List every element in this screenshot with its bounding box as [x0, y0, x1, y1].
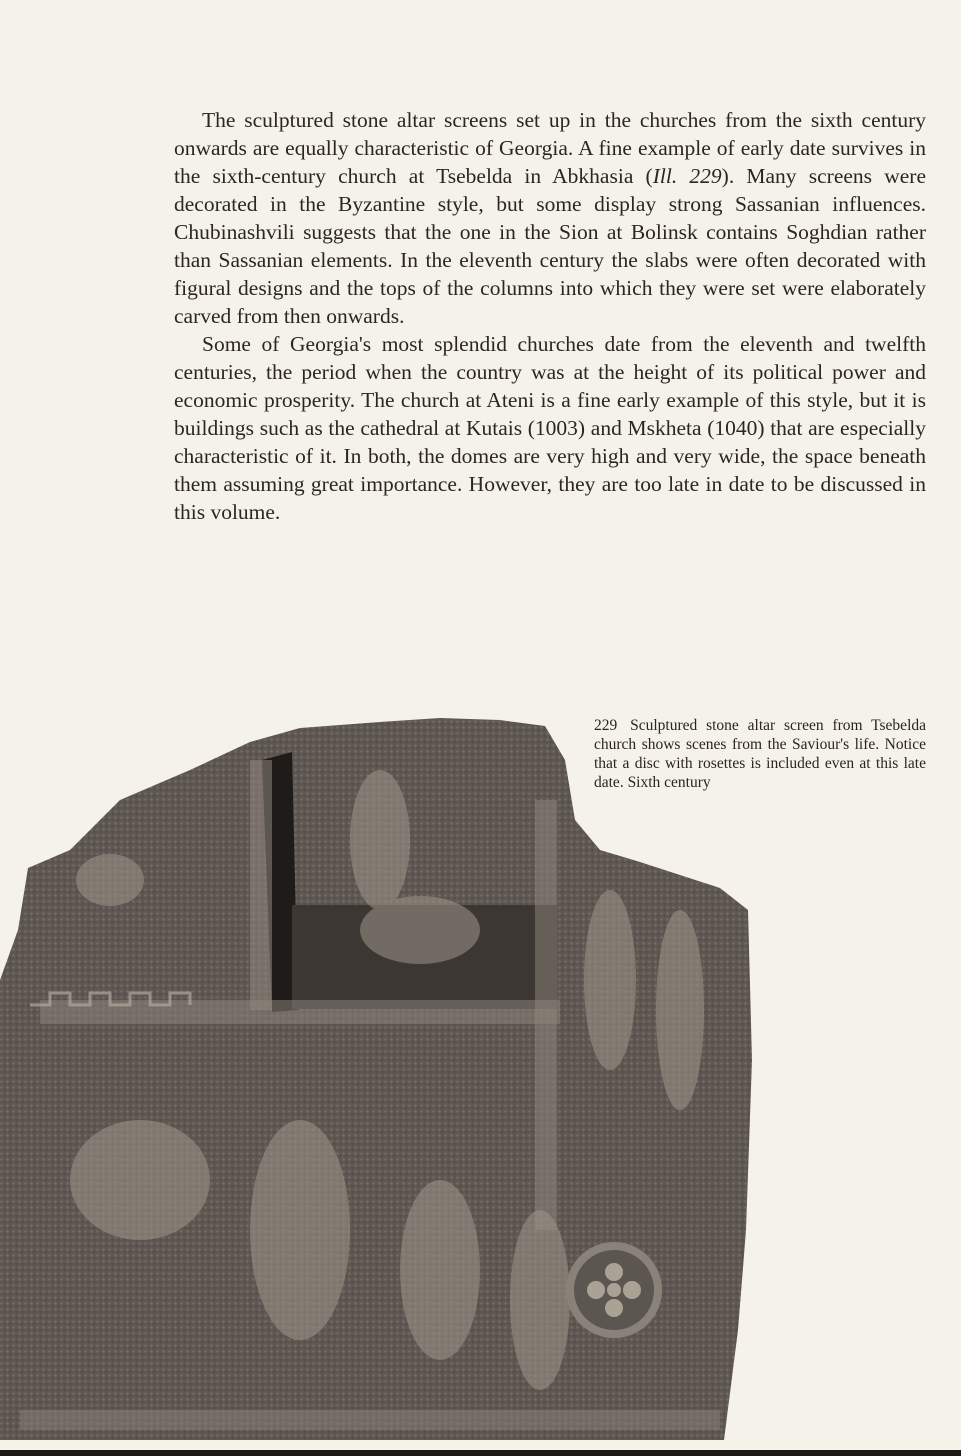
bottom-border: [0, 1450, 961, 1456]
paragraph-eleventh-century: Some of Georgia's most splendid churches date from the eleventh and twelfth centuries, the period when the country was at the height of its political power and economic prosperity. The church at Ateni is a fine early example of this style, but it is buildings such as the cathedral at Kutais (1003) and Mskheta (1040) that are especially characteristic of it. In both, the domes are very high and very wide, the space beneath them assuming great importance. However, they are too late in date to be discussed in this volume.: [174, 332, 926, 524]
paragraph-text: The sculptured stone altar screens set up in the churches from the sixth century onwards are equally characteristic of Georgia. A fine example of early date survives in the sixth-century church at Tsebelda in Abkhasia (: [174, 108, 926, 188]
illustration-reference: Ill. 229: [652, 164, 722, 188]
figure-caption: [594, 716, 926, 792]
figure-number: 229: [594, 717, 618, 734]
caption-text: Sculptured stone altar screen from Tsebelda church shows scenes from the Saviour's life. Notice that a disc with rosettes is included even at this late date. Sixth century: [594, 717, 927, 791]
rosette-disc: [566, 1242, 662, 1338]
paragraph-text: ). Many screens were decorated in the Byzantine style, but some display strong Sassanian influences. Chubinashvili suggests that the one in the Sion at Bolinsk contains Soghdian rather than Sassanian elements. In the eleventh century the slabs were often decorated with figural designs and the tops of the columns into which they were set were elaborately carved from then onwards.: [174, 164, 926, 328]
